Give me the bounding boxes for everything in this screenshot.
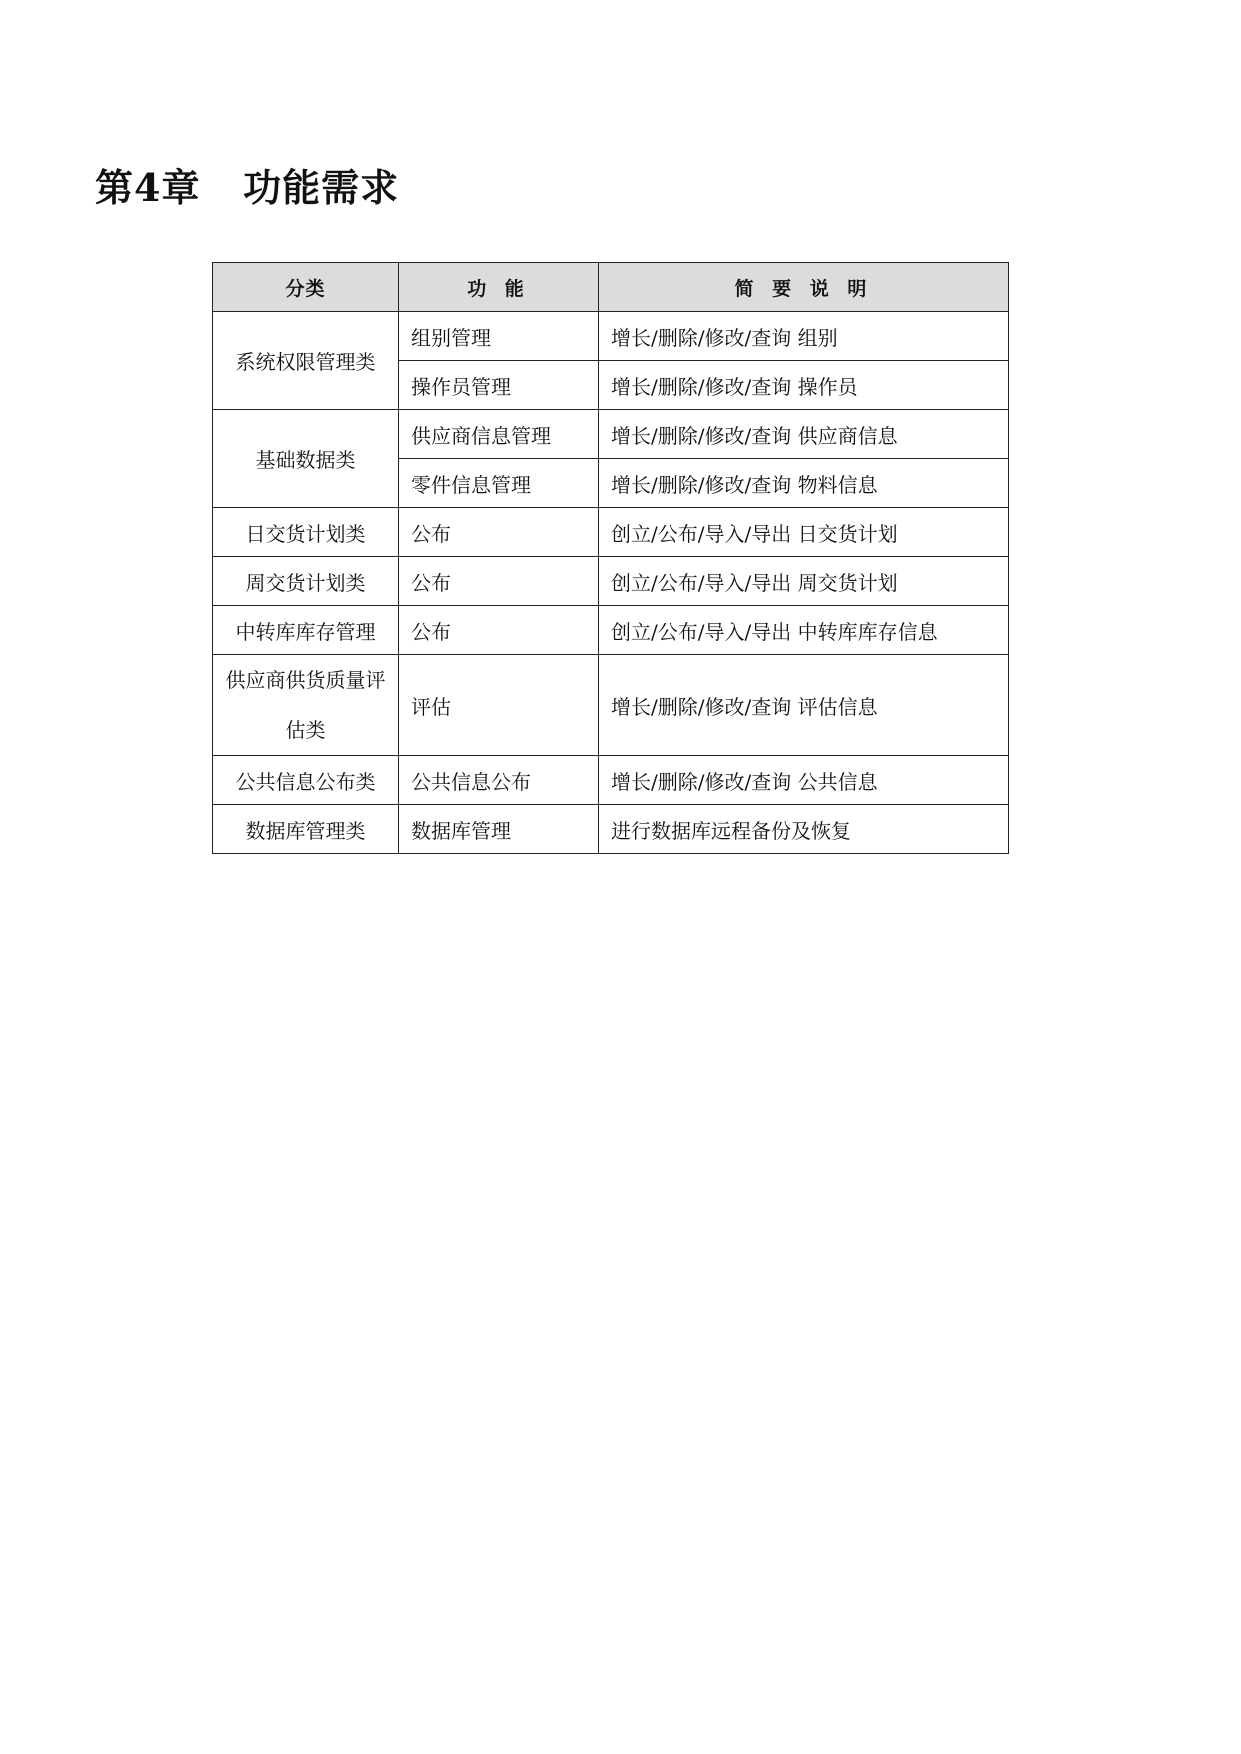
table-header-row — [213, 263, 1009, 312]
header-description: 简 要 说 明 — [599, 263, 1009, 312]
description-cell: 增长/删除/修改/查询 评估信息 — [599, 655, 1009, 756]
description-cell: 增长/删除/修改/查询 公共信息 — [599, 756, 1009, 805]
function-cell: 公布 — [399, 508, 599, 557]
description-cell: 增长/删除/修改/查询 物料信息 — [599, 459, 1009, 508]
chapter-title: 第4章 功能需求 — [95, 165, 400, 210]
description-cell: 创立/公布/导入/导出 日交货计划 — [599, 508, 1009, 557]
table-row — [213, 606, 1009, 655]
table-row — [213, 508, 1009, 557]
description-cell: 增长/删除/修改/查询 供应商信息 — [599, 410, 1009, 459]
category-cell: 周交货计划类 — [213, 557, 399, 606]
category-cell: 中转库库存管理 — [213, 606, 399, 655]
description-cell: 增长/删除/修改/查询 组别 — [599, 312, 1009, 361]
table-row — [213, 655, 1009, 756]
description-cell: 创立/公布/导入/导出 中转库库存信息 — [599, 606, 1009, 655]
function-cell: 公布 — [399, 606, 599, 655]
function-cell: 数据库管理 — [399, 805, 599, 854]
function-cell: 评估 — [399, 655, 599, 756]
description-cell: 创立/公布/导入/导出 周交货计划 — [599, 557, 1009, 606]
category-cell: 日交货计划类 — [213, 508, 399, 557]
description-cell: 增长/删除/修改/查询 操作员 — [599, 361, 1009, 410]
requirements-table — [212, 262, 1009, 854]
category-cell: 基础数据类 — [213, 410, 399, 508]
header-category: 分类 — [213, 263, 399, 312]
function-cell: 零件信息管理 — [399, 459, 599, 508]
category-cell: 系统权限管理类 — [213, 312, 399, 410]
table-row — [213, 805, 1009, 854]
category-cell: 供应商供货质量评估类 — [213, 655, 399, 756]
table-row — [213, 557, 1009, 606]
function-cell: 组别管理 — [399, 312, 599, 361]
function-cell: 公共信息公布 — [399, 756, 599, 805]
function-cell: 公布 — [399, 557, 599, 606]
function-cell: 操作员管理 — [399, 361, 599, 410]
header-function: 功 能 — [399, 263, 599, 312]
function-cell: 供应商信息管理 — [399, 410, 599, 459]
table-row — [213, 312, 1009, 361]
table-row — [213, 756, 1009, 805]
category-cell: 数据库管理类 — [213, 805, 399, 854]
description-cell: 进行数据库远程备份及恢复 — [599, 805, 1009, 854]
category-cell: 公共信息公布类 — [213, 756, 399, 805]
table-row — [213, 410, 1009, 459]
